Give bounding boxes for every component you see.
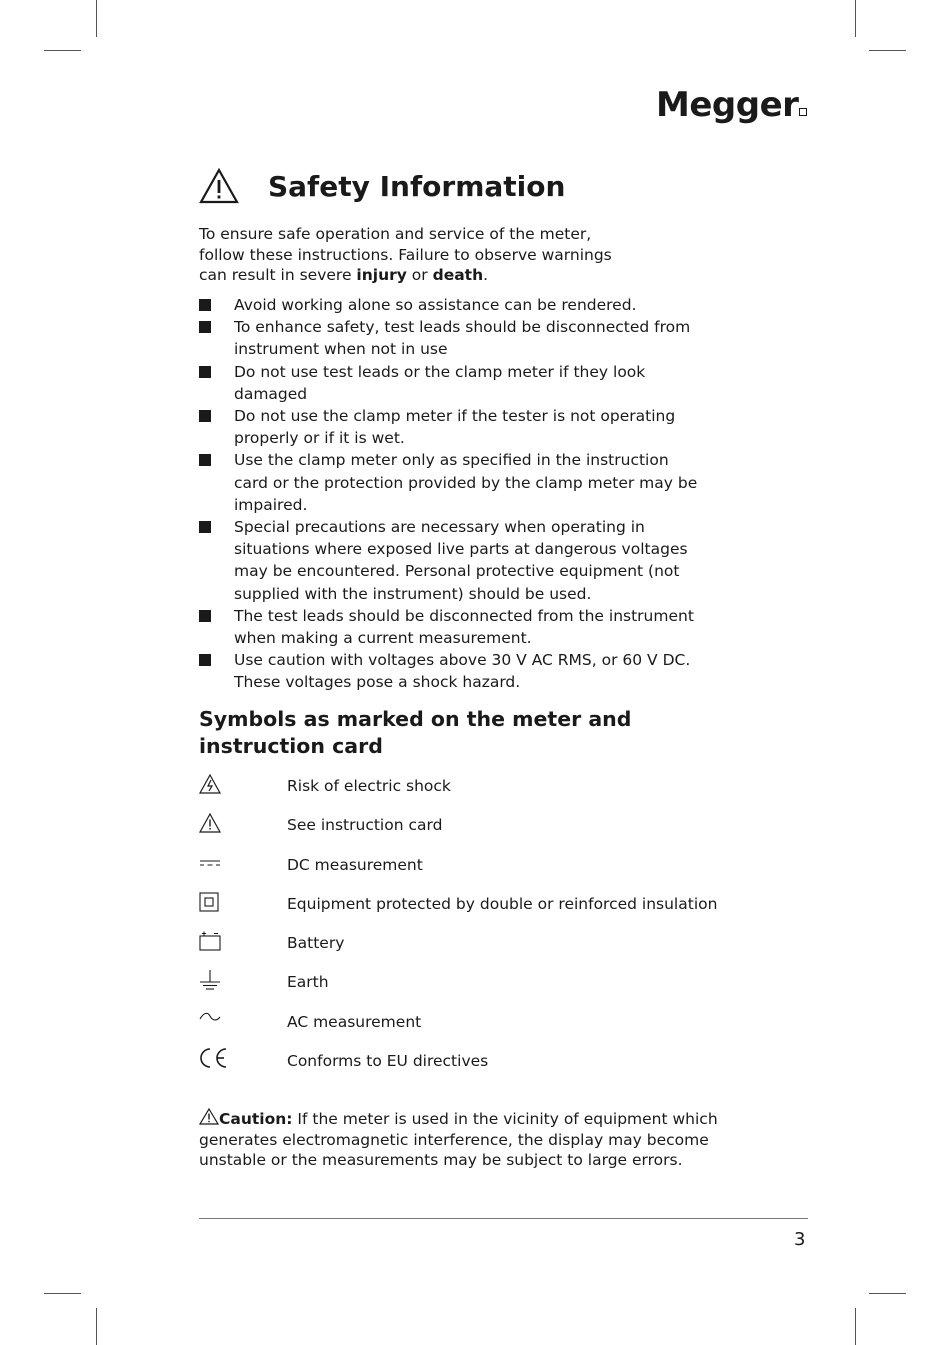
symbols-heading: Symbols as marked on the meter and instruction card (199, 707, 632, 758)
symbol-row (199, 890, 759, 929)
bullet-square-icon (199, 521, 211, 533)
page-title: Safety Information (268, 169, 566, 203)
crop-mark (869, 50, 906, 51)
footer-divider (199, 1218, 808, 1219)
crop-mark (855, 1308, 856, 1345)
ce-mark-icon (199, 1047, 229, 1069)
list-item-text: To enhance safety, test leads should be disconnected from instrument when not in use (234, 318, 691, 359)
symbol-label: DC measurement (287, 855, 423, 874)
symbol-label: Earth (287, 973, 329, 992)
warning-icon (199, 168, 239, 204)
bullet-square-icon (199, 366, 211, 378)
bullet-square-icon (199, 321, 211, 333)
crop-mark (44, 1293, 81, 1294)
list-item-text: Do not use the clamp meter if the tester is not operating properly or if it is wet. (234, 407, 676, 448)
list-item-text: Special precautions are necessary when operating in situations where exposed live parts at dangerous voltages may be encountered. Personal protective equipment (not supplied with the instrument) should be used. (234, 518, 688, 603)
brand-logo (656, 85, 807, 125)
list-item-text: Do not use test leads or the clamp meter if they look damaged (234, 362, 646, 403)
intro-emphasis-injury: injury (356, 266, 407, 284)
warning-icon (199, 1108, 219, 1125)
list-item (199, 294, 699, 316)
list-item (199, 405, 699, 449)
intro-text: . (483, 266, 489, 284)
symbol-label: Equipment protected by double or reinforced insulation (287, 894, 718, 913)
list-item-text: Use the clamp meter only as specified in the instruction card or the protection provided by the clamp meter may be impaired. (234, 451, 698, 514)
bullet-square-icon (199, 299, 211, 311)
dc-icon (199, 853, 221, 873)
intro-text: or (406, 266, 433, 284)
intro-emphasis-death: death (432, 266, 484, 284)
brand-name: Megger (656, 85, 799, 125)
symbol-row (199, 1047, 759, 1086)
earth-icon (199, 970, 221, 990)
crop-mark (855, 0, 856, 37)
warning-icon (199, 813, 221, 833)
crop-mark (869, 1293, 906, 1294)
list-item (199, 605, 699, 649)
battery-icon (199, 931, 221, 951)
electric-shock-warning-icon (199, 774, 221, 794)
symbol-label: Conforms to EU directives (287, 1052, 489, 1071)
page-number: 3 (794, 1229, 806, 1250)
intro-paragraph (199, 224, 639, 286)
list-item-text: The test leads should be disconnected from the instrument when making a current measurement. (234, 606, 694, 648)
crop-mark (96, 1308, 97, 1345)
symbol-label: AC measurement (287, 1012, 422, 1031)
caution-note (199, 1108, 759, 1171)
symbol-row (199, 772, 759, 811)
symbol-label: Battery (287, 934, 345, 953)
crop-mark (96, 0, 97, 37)
symbol-row (199, 811, 759, 850)
crop-mark (44, 50, 81, 51)
list-item-text: Avoid working alone so assistance can be rendered. (234, 296, 637, 314)
symbol-label: Risk of electric shock (287, 777, 451, 795)
symbol-row (199, 851, 759, 890)
registered-mark-icon (799, 108, 807, 116)
caution-text: If the meter is used in the vicinity of equipment which generates electromagnetic interference, the display may become unstable or the measurements may be subject to large errors. (199, 1110, 718, 1169)
list-item (199, 449, 699, 516)
bullet-square-icon (199, 410, 211, 422)
list-item (199, 649, 699, 693)
symbols-list (199, 772, 759, 1086)
safety-instructions-list (199, 294, 699, 694)
double-insulation-icon (199, 892, 221, 912)
symbol-row (199, 968, 759, 1007)
symbol-row (199, 929, 759, 968)
symbol-row (199, 1008, 759, 1047)
list-item (199, 361, 699, 405)
list-item (199, 516, 699, 605)
page-header (199, 168, 565, 204)
list-item (199, 316, 699, 360)
intro-text: To ensure safe operation and service of the meter, follow these instructions. Failure to observe warnings can result in severe (199, 225, 612, 284)
list-item-text: Use caution with voltages above 30 V AC RMS, or 60 V DC. These voltages pose a shock hazard. (234, 651, 691, 692)
ac-icon (199, 1010, 221, 1030)
caution-label: Caution: (219, 1110, 293, 1128)
symbol-label: See instruction card (287, 816, 443, 835)
bullet-square-icon (199, 654, 211, 666)
bullet-square-icon (199, 454, 211, 466)
bullet-square-icon (199, 610, 211, 622)
